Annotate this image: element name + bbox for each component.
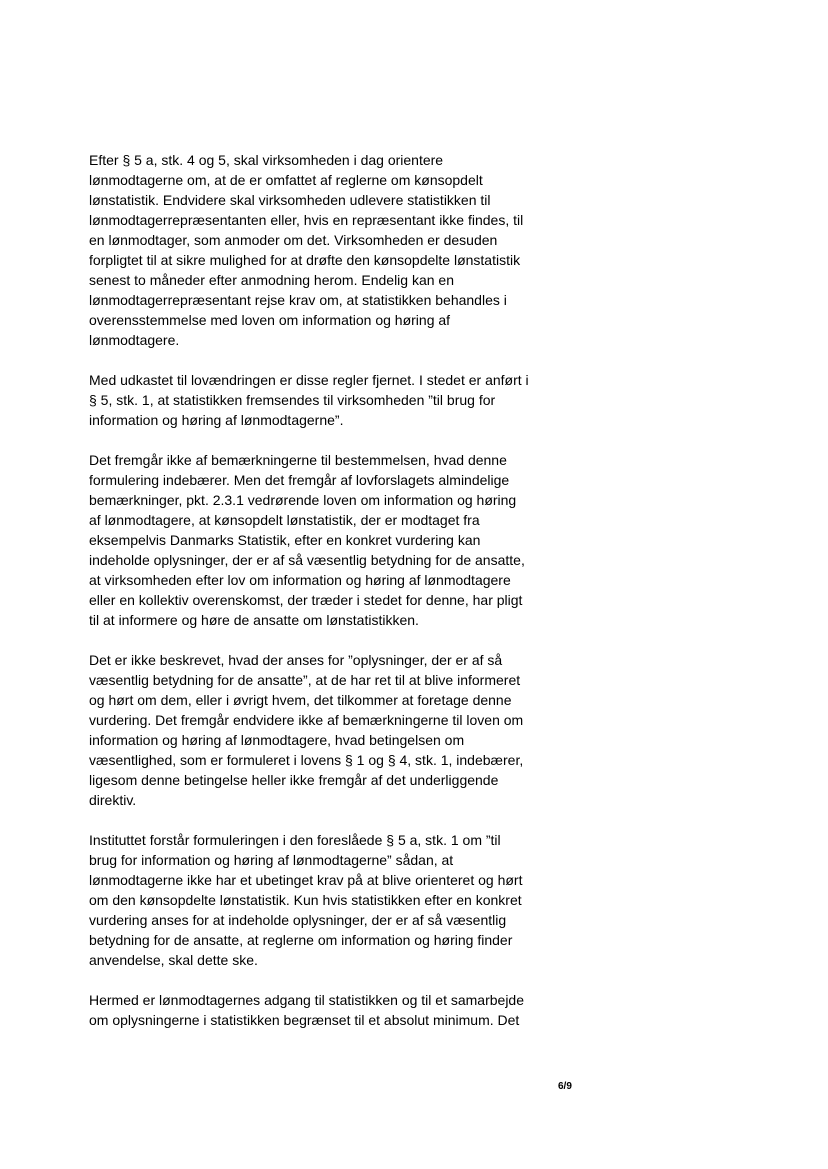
text-line: eller en kollektiv overenskomst, der træder i stedet for denne, har pligt [89,592,523,608]
text-line: formulering indebærer. Men det fremgår af lovforslagets almindelige [89,472,510,488]
paragraph [89,650,589,810]
text-line: information og høring af lønmodtagerne”. [89,412,344,428]
text-line: anvendelse, skal dette ske. [89,952,258,968]
text-line: information og høring af lønmodtagere, hvad betingelsen om [89,732,465,748]
body-text [89,150,589,1050]
text-line: at virksomheden efter lov om information og høring af lønmodtagere [89,572,511,588]
text-line: lønmodtagere. [89,332,180,348]
text-line: § 5, stk. 1, at statistikken fremsendes til virksomheden ”til brug for [89,392,496,408]
text-line: Med udkastet til lovændringen er disse regler fjernet. I stedet er anført i [89,372,529,388]
text-line: lønmodtagerne om, at de er omfattet af reglerne om kønsopdelt [89,172,483,188]
text-line: vurdering. Det fremgår endvidere ikke af bemærkningerne til loven om [89,712,524,728]
text-line: vurdering anses for at indeholde oplysninger, der er af så væsentlig [89,912,507,928]
text-line: lønmodtagerrepræsentanten eller, hvis en repræsentant ikke findes, til [89,212,524,228]
text-line: til at informere og høre de ansatte om lønstatistikken. [89,612,419,628]
text-line: og hørt om dem, eller i øvrigt hvem, det tilkommer at foretage denne [89,692,512,708]
paragraph [89,990,589,1030]
text-line: eksempelvis Danmarks Statistik, efter en konkret vurdering kan [89,532,481,548]
text-line: ligesom denne betingelse heller ikke fremgår af det underliggende [89,772,499,788]
text-line: Instituttet forstår formuleringen i den foreslåede § 5 a, stk. 1 om ”til [89,832,501,848]
paragraph [89,830,589,970]
text-line: forpligtet til at sikre mulighed for at drøfte den kønsopdelte lønstatistik [89,252,521,268]
text-line: bemærkninger, pkt. 2.3.1 vedrørende loven om information og høring [89,492,517,508]
text-line: indeholde oplysninger, der er af så væsentlig betydning for de ansatte, [89,552,525,568]
text-line: væsentlighed, som er formuleret i lovens § 1 og § 4, stk. 1, indebærer, [89,752,524,768]
text-line: Det fremgår ikke af bemærkningerne til bestemmelsen, hvad denne [89,452,507,468]
text-line: direktiv. [89,792,137,808]
text-line: om oplysningerne i statistikken begrænset til et absolut minimum. Det [89,1012,520,1028]
paragraph [89,370,589,430]
text-line: væsentlig betydning for de ansatte”, at de har ret til at blive informeret [89,672,521,688]
text-line: lønmodtagerne ikke har et ubetinget krav på at blive orienteret og hørt [89,872,523,888]
text-line: Efter § 5 a, stk. 4 og 5, skal virksomheden i dag orientere [89,152,444,168]
text-line: en lønmodtager, som anmoder om det. Virksomheden er desuden [89,232,498,248]
text-line: senest to måneder efter anmodning herom. Endelig kan en [89,272,455,288]
text-line: brug for information og høring af lønmodtagerne” sådan, at [89,852,454,868]
paragraph [89,150,589,350]
text-line: betydning for de ansatte, at reglerne om information og høring finder [89,932,513,948]
text-line: Det er ikke beskrevet, hvad der anses for ”oplysninger, der er af så [89,652,503,668]
text-line: lønmodtagerrepræsentant rejse krav om, at statistikken behandles i [89,292,507,308]
text-line: af lønmodtagere, at kønsopdelt lønstatistik, der er modtaget fra [89,512,480,528]
text-line: Hermed er lønmodtagernes adgang til statistikken og til et samarbejde [89,992,524,1008]
text-line: overensstemmelse med loven om information og høring af [89,312,451,328]
text-line: lønstatistik. Endvidere skal virksomheden udlevere statistikken til [89,192,491,208]
text-line: om den kønsopdelte lønstatistik. Kun hvis statistikken efter en konkret [89,892,522,908]
paragraph [89,450,589,630]
page-number: 6/9 [558,1081,572,1092]
